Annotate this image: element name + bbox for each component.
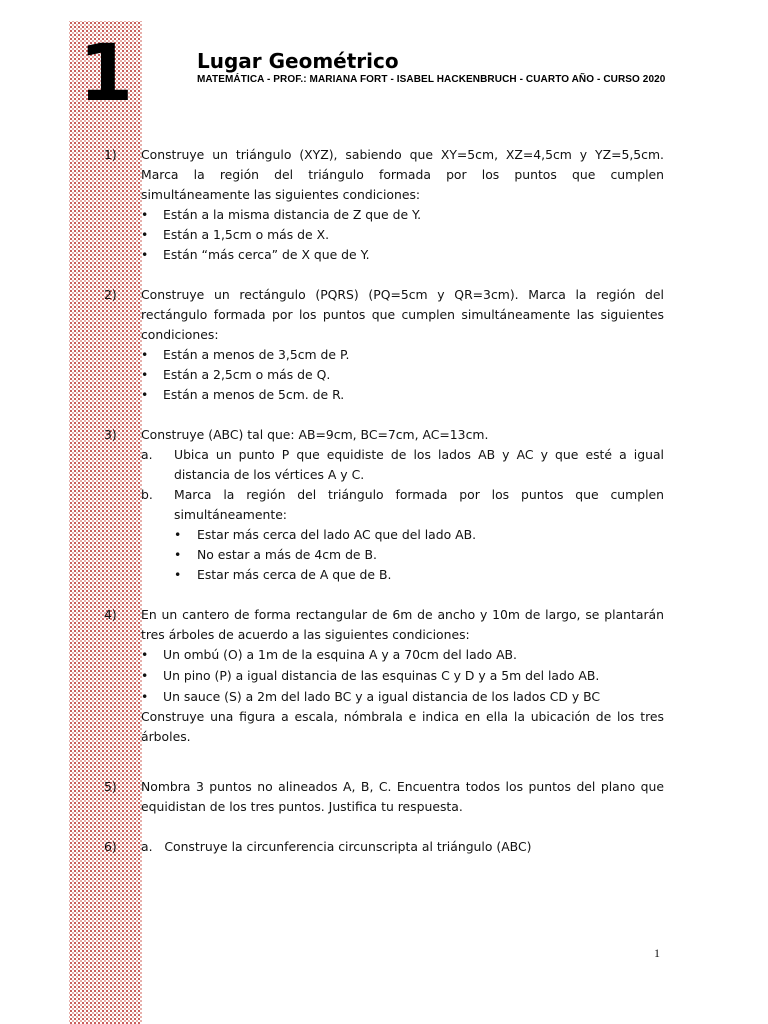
exercise-statement: Nombra 3 puntos no alineados A, B, C. Encuentra todos los puntos del plano que equidistan de los tres puntos. Justifica tu respuesta. [141,779,664,814]
exercise-statement: Construye un rectángulo (PQRS) (PQ=5cm y QR=3cm). Marca la región del rectángulo formada por los puntos que cumplen simultáneamente las siguientes condiciones: [141,287,664,342]
page-subtitle: MATEMÁTICA - PROF.: MARIANA FORT - ISABEL HACKENBRUCH - CUARTO AÑO - CURSO 2020 [197,74,666,85]
condition-bullet: • Un sauce (S) a 2m del lado BC y a igual distancia de los lados CD y BC [141,687,664,707]
condition-bullet: • Están “más cerca” de X que de Y. [141,245,664,265]
exercise-number: 4) [104,607,117,622]
exercise-3 [104,425,664,585]
chapter-number: 1 [78,29,134,119]
condition-bullet: • Un pino (P) a igual distancia de las esquinas C y D y a 5m del lado AB. [141,666,664,686]
condition-bullet: • Están a menos de 5cm. de R. [141,385,664,405]
part-label: a. [141,447,153,462]
exercise-list [104,145,664,877]
exercise-statement: Construye (ABC) tal que: AB=9cm, BC=7cm, AC=13cm. [141,427,489,442]
exercise-closing: Construye una figura a escala, nómbrala e indica en ella la ubicación de los tres árboles. [141,709,664,744]
condition-bullet: • Están a 2,5cm o más de Q. [141,365,664,385]
condition-bullet: • Estar más cerca del lado AC que del lado AB. [141,525,664,545]
exercise-part-b [141,485,664,525]
condition-bullet: • Están a 1,5cm o más de X. [141,225,664,245]
exercise-5 [104,777,664,817]
condition-bullet: • Están a la misma distancia de Z que de Y. [141,205,664,225]
exercise-statement: Construye un triángulo (XYZ), sabiendo que XY=5cm, XZ=4,5cm y YZ=5,5cm. Marca la región del triángulo formada por los puntos que cumplen simultáneamente las siguientes condiciones: [141,147,664,202]
page-number: 1 [654,946,660,960]
condition-bullet: • Están a menos de 3,5cm de P. [141,345,664,365]
condition-bullet: • Estar más cerca de A que de B. [141,565,664,585]
part-label: b. [141,487,153,502]
exercise-2 [104,285,664,405]
exercise-statement: a. Construye la circunferencia circunscripta al triángulo (ABC) [141,839,532,854]
condition-bullet: • Un ombú (O) a 1m de la esquina A y a 70cm del lado AB. [141,645,664,665]
page-title: Lugar Geométrico [197,49,399,73]
exercise-number: 2) [104,287,117,302]
part-text: Marca la región del triángulo formada por los puntos que cumplen simultáneamente: [174,487,664,522]
exercise-1 [104,145,664,265]
exercise-number: 5) [104,779,117,794]
exercise-number: 6) [104,839,117,854]
exercise-6 [104,837,664,857]
exercise-statement: En un cantero de forma rectangular de 6m de ancho y 10m de largo, se plantarán tres árboles de acuerdo a las siguientes condiciones: [141,607,664,642]
exercise-4 [104,605,664,747]
condition-bullet: • No estar a más de 4cm de B. [141,545,664,565]
exercise-part-a [141,445,664,485]
exercise-number: 1) [104,147,117,162]
exercise-number: 3) [104,427,117,442]
part-text: Ubica un punto P que equidiste de los lados AB y AC y que esté a igual distancia de los vértices A y C. [174,447,664,482]
